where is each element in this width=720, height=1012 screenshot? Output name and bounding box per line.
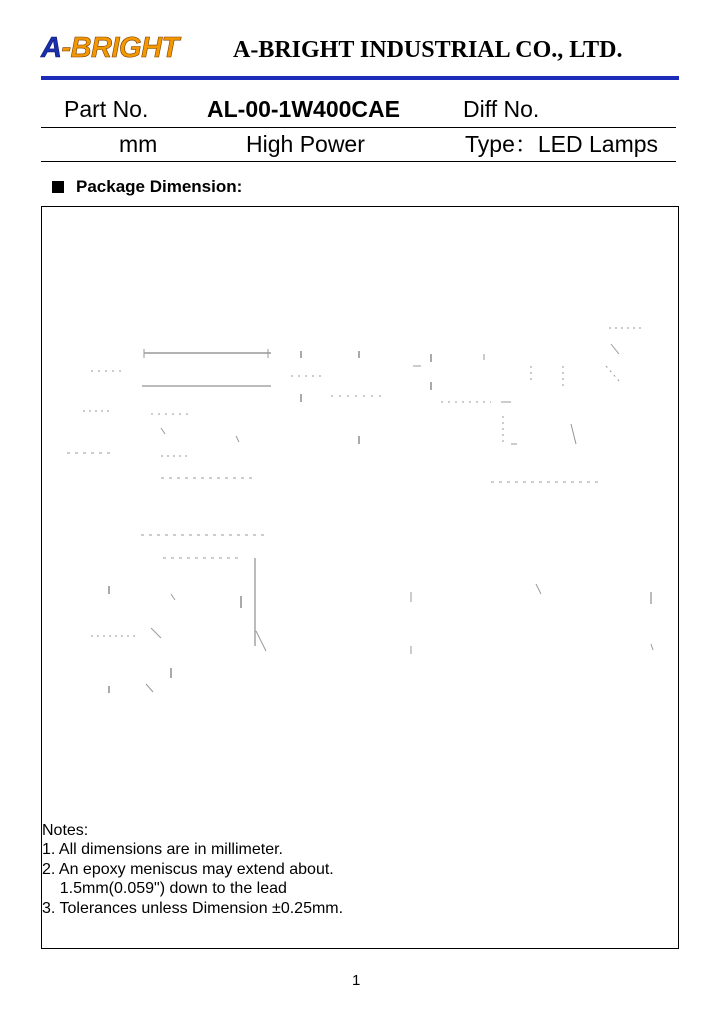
page-number: 1 <box>352 972 361 989</box>
section-bullet <box>52 181 64 193</box>
company-logo <box>41 34 179 63</box>
table-divider-2 <box>41 161 676 162</box>
notes-heading: Notes: <box>42 822 89 839</box>
diff-no-label: Diff No. <box>463 96 540 122</box>
notes-block <box>42 821 343 918</box>
part-no-label: Part No. <box>64 96 149 122</box>
note-item-1: 1. All dimensions are in millimeter. <box>42 841 283 859</box>
part-no-value: AL-00-1W400CAE <box>207 96 400 122</box>
unit-label: mm <box>119 131 158 157</box>
package-dimension-drawing <box>41 206 679 786</box>
logo-letter-a: A <box>41 32 62 64</box>
category-label: High Power <box>246 131 365 157</box>
table-divider-1 <box>41 127 676 128</box>
logo-text: -BRIGHT <box>61 32 179 64</box>
type-label: Type：LED Lamps <box>465 131 659 157</box>
company-name: A-BRIGHT INDUSTRIAL CO., LTD. <box>233 37 623 63</box>
section-title: Package Dimension: <box>76 177 243 196</box>
note-item-3: 3. Tolerances unless Dimension ±0.25mm. <box>42 899 344 917</box>
note-item-2: 2. An epoxy meniscus may extend about. <box>42 860 334 878</box>
note-item-2-continued: 1.5mm(0.059") down to the lead <box>42 880 287 898</box>
header-rule <box>41 76 679 80</box>
